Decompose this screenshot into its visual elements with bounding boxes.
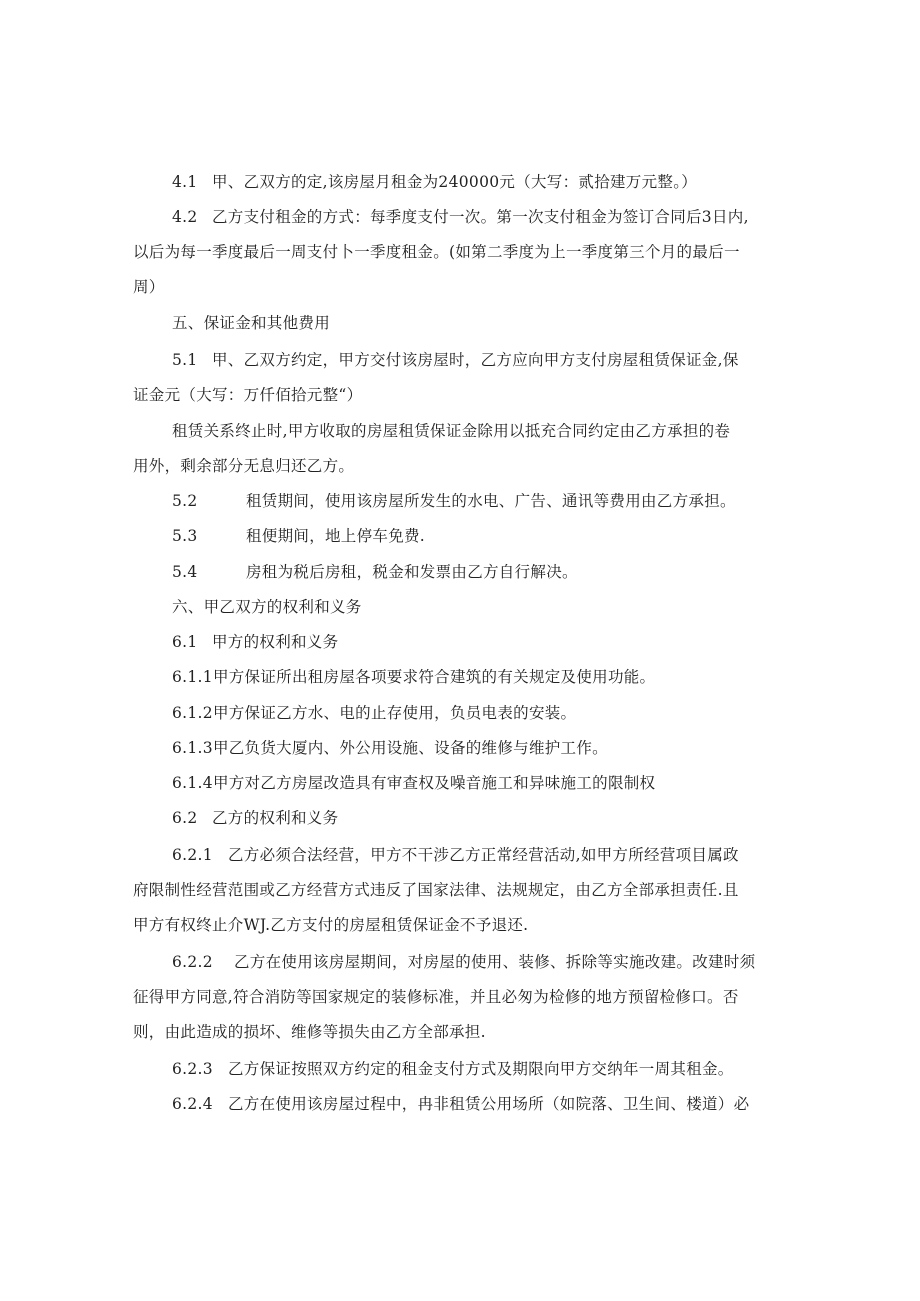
clause-number: 4.1 — [172, 173, 198, 191]
clause-text: 甲、乙双方约定，甲方交付该房屋时，乙方应向甲方支付房屋租赁保证金,保 — [212, 351, 739, 369]
clause-number: 5.4 — [172, 563, 198, 581]
clause-number: 6.2.1 — [172, 846, 213, 864]
clause-number: 5.3 — [172, 527, 198, 545]
clause-text: 乙方在使用该房屋过程中，冉非租赁公用场所（如院落、卫生间、楼道）必 — [228, 1095, 750, 1113]
clause-6-1-4: 6.1.4甲方对乙方房屋改造具有审查权及噪音施工和异味施工的限制权 — [172, 774, 656, 792]
deposit-return-paragraph-continued: 用外，剩余部分无息归还乙方。 — [133, 457, 355, 475]
section-heading-6: 六、甲乙双方的权利和义务 — [172, 598, 362, 616]
clause-text: 甲方的权利和义务 — [212, 633, 339, 651]
clause-text: 乙方保证按照双方约定的租金支付方式及期限向甲方交纳年一周其租金。 — [228, 1060, 734, 1078]
clause-4-2 — [172, 207, 749, 227]
clause-number: 5.2 — [172, 492, 198, 510]
clause-4-2-continued: 以后为每一季度最后一周支付卜一季度租金。(如第二季度为上一季度第三个月的最后一 — [133, 243, 740, 261]
clause-4-1 — [172, 172, 697, 192]
clause-5-1-continued: 证金元（大写：万仟佰拾元整“） — [133, 386, 363, 404]
clause-4-2-continued: 周） — [133, 278, 165, 296]
clause-6-1 — [172, 632, 338, 652]
clause-number: 6.2 — [172, 809, 198, 827]
clause-5-1 — [172, 350, 739, 370]
clause-5-2 — [172, 491, 736, 511]
clause-number: 6.2.3 — [172, 1060, 213, 1078]
clause-6-2-1-continued: 府限制性经营范围或乙方经营方式违反了国家法律、法规规定，由乙方全部承担责任.且 — [133, 881, 739, 899]
deposit-return-paragraph: 租赁关系终止时,甲方收取的房屋租赁保证金除用以抵充合同约定由乙方承担的卷 — [172, 422, 731, 440]
clause-6-1-1: 6.1.1甲方保证所出租房屋各项要求符合建筑的有关规定及使用功能。 — [172, 668, 656, 686]
clause-6-2-2-continued: 征得甲方同意,符合消防等国家规定的装修标准，并且必匆为检修的地方预留检修口。否 — [133, 988, 739, 1006]
clause-6-2 — [172, 808, 338, 828]
clause-text: 乙方支付租金的方式：每季度支付一次。第一次支付租金为签订合同后3日内, — [212, 208, 749, 226]
clause-number: 6.2.2 — [172, 953, 213, 971]
clause-6-1-3: 6.1.3甲乙负货大厦内、外公用设施、设备的维修与维护工作。 — [172, 739, 608, 757]
clause-text: 甲、乙双方的定,该房屋月租金为240000元（大写：贰拾建万元整。） — [212, 173, 698, 191]
clause-6-1-2: 6.1.2甲方保证乙方水、电的止存使用，负员电表的安装。 — [172, 704, 577, 722]
clause-number: 6.2.4 — [172, 1095, 213, 1113]
clause-number: 6.1 — [172, 633, 198, 651]
clause-5-3 — [172, 526, 425, 546]
clause-6-2-3 — [172, 1059, 734, 1079]
clause-text: 乙方在使用该房屋期间，对房屋的使用、装修、拆除等实施改建。改建时须 — [234, 953, 756, 971]
clause-text: 乙方必须合法经营，甲方不干涉乙方正常经营活动,如甲方所经营项目属政 — [228, 846, 739, 864]
clause-text: 租便期间，地上停车免费. — [246, 527, 426, 545]
clause-6-2-2 — [172, 952, 755, 972]
clause-number: 5.1 — [172, 351, 198, 369]
clause-6-2-1-continued: 甲方有权终止介WJ.乙方支付的房屋租赁保证金不予退还. — [133, 916, 529, 934]
clause-number: 4.2 — [172, 208, 198, 226]
clause-5-4 — [172, 562, 578, 582]
clause-text: 乙方的权利和义务 — [212, 809, 339, 827]
clause-text: 租赁期间，使用该房屋所发生的水电、广告、通讯等费用由乙方承担。 — [246, 492, 736, 510]
clause-text: 房租为税后房租，税金和发票由乙方自行解决。 — [246, 563, 578, 581]
clause-6-2-1 — [172, 845, 739, 865]
clause-6-2-2-continued: 则，由此造成的损坏、维修等损失由乙方全部承担. — [133, 1023, 486, 1041]
clause-6-2-4 — [172, 1094, 749, 1114]
section-heading-5: 五、保证金和其他费用 — [172, 314, 331, 332]
